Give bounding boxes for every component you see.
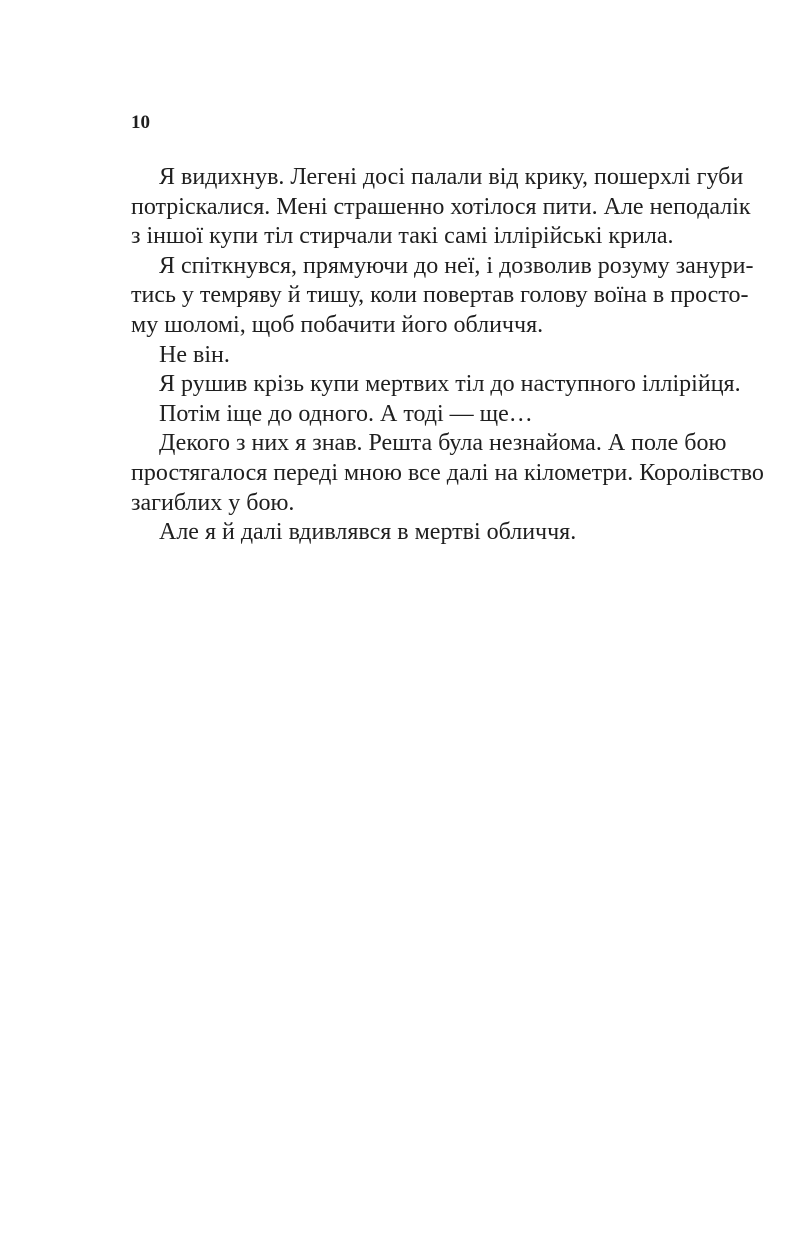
text-line: з іншої купи тіл стирчали такі самі іллірійські крила. xyxy=(131,223,674,250)
page-number: 10 xyxy=(131,112,150,133)
text-line: простягалося переді мною все далі на кілометри. Королівство xyxy=(131,459,764,486)
text-line: Я рушив крізь купи мертвих тіл до наступного іллірійця. xyxy=(159,371,741,398)
text-line: Я спіткнувся, прямуючи до неї, і дозволив розуму занури- xyxy=(159,252,754,279)
body-text xyxy=(131,163,764,548)
text-line: тись у темряву й тишу, коли повертав голову воїна в просто- xyxy=(131,282,749,309)
text-line: загиблих у бою. xyxy=(131,489,295,516)
text-line: му шоломі, щоб побачити його обличчя. xyxy=(131,311,544,338)
text-line: Декого з них я знав. Решта була незнайома. А поле бою xyxy=(159,430,727,457)
text-line: Потім іще до одного. А тоді — ще… xyxy=(159,400,533,427)
text-line: Не він. xyxy=(159,341,230,368)
text-line: Але я й далі вдивлявся в мертві обличчя. xyxy=(159,519,577,546)
text-line: Я видихнув. Легені досі палали від крику, пошерхлі губи xyxy=(159,164,744,190)
text-line: потріскалися. Мені страшенно хотілося пити. Але неподалік xyxy=(131,193,751,220)
